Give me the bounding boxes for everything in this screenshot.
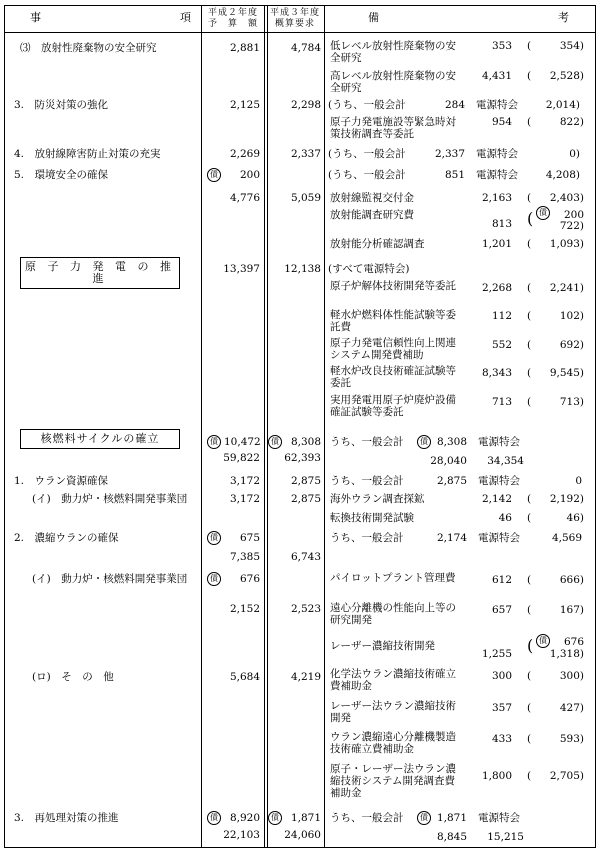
item-label: 2. 濃縮ウランの確保 [14, 532, 119, 544]
item-label: (イ) 動力炉・核燃料開発事業団 [32, 573, 188, 585]
budget-value: 10,472 [224, 436, 261, 448]
note-amount: 8,343 [481, 367, 512, 379]
note-special: 2,014) [545, 99, 580, 111]
request-value: 24,060 [284, 829, 321, 841]
column-border [4, 5, 5, 848]
note-prev-amount: 167) [559, 604, 584, 616]
request-value: 62,393 [284, 452, 321, 464]
note-prev-amount: 427) [559, 702, 584, 714]
budget-value: 676 [239, 573, 260, 585]
note-amount: 300 [491, 670, 512, 682]
note-text: 軽水炉改良技術確証試験等委託 [330, 365, 456, 389]
note-special: 4,569 [551, 532, 582, 544]
note-prefix: うち、一般会計 [330, 436, 404, 448]
budget-value: 675 [239, 532, 260, 544]
note-prev-amount: 593) [559, 733, 584, 745]
header-item-a: 事 [30, 11, 41, 24]
note-prev-amount: 2,403) [549, 192, 584, 204]
note-prev-amount: 2,241) [549, 282, 584, 294]
header-item-b: 項 [180, 11, 191, 24]
request-value: 2,298 [290, 99, 321, 111]
bond-mark-icon: 債 [207, 811, 223, 825]
paren-open: ( [527, 70, 532, 82]
note-bond-amount: 676 [563, 636, 584, 648]
section-heading-box: 原 子 力 発 電 の 推 進 [20, 257, 180, 289]
note-general: 28,040 [430, 455, 467, 467]
note-amount: 353 [491, 40, 512, 52]
note-prev-amount: 713) [559, 396, 584, 408]
section-heading-box: 核燃料サイクルの確立 [20, 429, 180, 449]
note-text: 軽水炉燃料体性能試験等委託費 [330, 309, 456, 333]
note-amount: 612 [491, 574, 512, 586]
note-prev-amount: 2,528) [549, 70, 584, 82]
note-amount: 2,163 [481, 192, 512, 204]
paren-open: ( [527, 116, 532, 128]
note-prefix: (うち、一般会計 [328, 169, 406, 181]
request-value: 2,523 [290, 603, 321, 615]
paren-open: ( [527, 493, 532, 505]
paren-open: ( [527, 733, 532, 745]
note-general: 8,845 [436, 831, 467, 843]
note-special: 0) [569, 148, 580, 160]
note-amount: 1,255 [481, 648, 512, 660]
note-amount: 112 [491, 310, 512, 322]
column-border [201, 5, 202, 848]
note-amount: 954 [491, 116, 512, 128]
header-budget-top: 平成２年度 [207, 8, 258, 18]
note-prefix: (うち、一般会計 [328, 99, 406, 111]
bond-mark-icon: 債 [207, 168, 223, 182]
note-text: 転換技術開発試験 [330, 512, 414, 524]
budget-value: 13,397 [223, 263, 260, 275]
bond-mark-icon: 債 [417, 435, 433, 449]
note-prev-amount: 1,093) [549, 238, 584, 250]
item-label: (ロ) そ の 他 [32, 671, 114, 683]
budget-value: 3,172 [229, 475, 260, 487]
budget-value: 2,881 [229, 42, 260, 54]
header-budget-bottom: 予 算 額 [207, 19, 258, 29]
note-prev-amount: 2,705) [549, 770, 584, 782]
request-value: 8,308 [290, 436, 321, 448]
note-text: 原子力発電施設等緊急時対策技術調査等委託 [330, 116, 456, 140]
note-general: 2,337 [434, 148, 465, 160]
note-text: 遠心分離機の性能向上等の研究開発 [330, 602, 456, 626]
paren-open: ( [527, 636, 534, 655]
budget-value: 7,385 [229, 551, 260, 563]
note-text: レーザー法ウラン濃縮技術開発 [330, 700, 456, 724]
note-special: 15,215 [487, 831, 524, 843]
paren-open: ( [527, 512, 532, 524]
note-label: 電源特会 [476, 148, 518, 160]
note-bond-amount: 200 [563, 209, 584, 221]
note-prev-amount: 2,192) [549, 493, 584, 505]
request-value: 1,871 [290, 812, 321, 824]
note-general: 284 [444, 99, 465, 111]
note-amount: 46 [498, 512, 512, 524]
request-value: 2,337 [290, 148, 321, 160]
paren-open: ( [527, 339, 532, 351]
note-special: 4,208) [545, 169, 580, 181]
note-prev-amount: 722) [559, 220, 584, 232]
paren-open: ( [527, 770, 532, 782]
item-label: 5. 環境安全の確保 [14, 169, 109, 181]
item-label: ⑶ 放射性廃棄物の安全研究 [20, 42, 157, 54]
note-special: 34,354 [487, 455, 524, 467]
item-label: 4. 放射線障害防止対策の充実 [14, 148, 161, 160]
paren-open: ( [527, 604, 532, 616]
note-prev-amount: 822) [559, 116, 584, 128]
note-text: 高レベル放射性廃棄物の安全研究 [330, 70, 456, 94]
paren-open: ( [527, 574, 532, 586]
item-label: 3. 再処理対策の推進 [14, 812, 119, 824]
note-text: 化学法ウラン濃縮技術確立費補助金 [330, 668, 456, 692]
note-prefix: うち、一般会計 [330, 475, 404, 487]
note-amount: 657 [491, 604, 512, 616]
item-label: (イ) 動力炉・核燃料開発事業団 [32, 493, 188, 505]
note-prefix: (うち、一般会計 [328, 148, 406, 160]
paren-open: ( [527, 367, 532, 379]
note-prev-amount: 692) [559, 339, 584, 351]
note-amount: 2,142 [481, 493, 512, 505]
note-prefix: うち、一般会計 [330, 532, 404, 544]
note-general: 2,875 [436, 475, 467, 487]
note-prev-amount: 102) [559, 310, 584, 322]
note-amount: 813 [491, 218, 512, 230]
note-general: 2,174 [436, 532, 467, 544]
budget-value: 2,125 [229, 99, 260, 111]
item-label: 1. ウラン資源確保 [14, 475, 109, 487]
note-general: 851 [444, 169, 465, 181]
budget-value: 59,822 [223, 452, 260, 464]
bond-mark-icon: 債 [268, 811, 284, 825]
bond-mark-icon: 債 [536, 206, 552, 220]
note-text: パイロットプラント管理費 [330, 572, 456, 584]
note-amount: 2,268 [481, 282, 512, 294]
bond-mark-icon: 債 [207, 531, 223, 545]
note-prev-amount: 666) [559, 574, 584, 586]
note-special: 0 [575, 475, 582, 487]
budget-value: 4,776 [229, 192, 260, 204]
budget-value: 200 [239, 169, 260, 181]
paren-open: ( [527, 670, 532, 682]
column-border [264, 5, 265, 848]
bond-mark-icon: 債 [268, 435, 284, 449]
note-amount: 1,201 [481, 238, 512, 250]
note-prev-amount: 1,318) [549, 648, 584, 660]
note-text: 実用発電用原子炉廃炉設備確証試験等委託 [330, 394, 456, 418]
header-note-b: 考 [558, 11, 569, 24]
note-text: 海外ウラン調査探鉱 [330, 493, 425, 505]
request-value: 4,219 [290, 671, 321, 683]
note-text: 原子力発電信頼性向上関連システム開発費補助 [330, 337, 456, 361]
note-prev-amount: 354) [559, 40, 584, 52]
note-general: 1,871 [436, 812, 467, 824]
paren-open: ( [527, 396, 532, 408]
paren-open: ( [527, 192, 532, 204]
note-prev-amount: 9,545) [549, 367, 584, 379]
note-text: 放射線監視交付金 [330, 192, 414, 204]
paren-open: ( [527, 209, 534, 228]
item-label: 3. 防災対策の強化 [14, 99, 109, 111]
paren-open: ( [527, 702, 532, 714]
note-amount: 1,800 [481, 770, 512, 782]
note-text: ウラン濃縮遠心分離機製造技術確立費補助金 [330, 731, 456, 755]
note-amount: 433 [491, 733, 512, 745]
paren-open: ( [527, 310, 532, 322]
bond-mark-icon: 債 [536, 634, 552, 648]
bond-mark-icon: 債 [207, 572, 223, 586]
budget-value: 2,269 [229, 148, 260, 160]
paren-open: ( [527, 238, 532, 250]
request-value: 2,875 [290, 475, 321, 487]
note-general: 8,308 [436, 436, 467, 448]
header-request-top: 平成３年度 [269, 8, 320, 18]
header-request-bottom: 概算要求 [274, 19, 315, 29]
header-divider [4, 32, 596, 33]
note-label: 電源特会 [478, 532, 520, 544]
column-border [324, 5, 325, 848]
note-label: 電源特会 [478, 436, 520, 448]
note-label: 電源特会 [476, 169, 518, 181]
note-text: レーザー濃縮技術開発 [330, 640, 435, 652]
budget-value: 2,152 [229, 603, 260, 615]
request-value: 5,059 [290, 192, 321, 204]
request-value: 4,784 [290, 42, 321, 54]
budget-value: 22,103 [223, 829, 260, 841]
table-bottom-border [4, 847, 596, 848]
note-prev-amount: 46) [566, 512, 584, 524]
request-value: 2,875 [290, 493, 321, 505]
note-amount: 552 [491, 339, 512, 351]
paren-open: ( [527, 282, 532, 294]
budget-value: 3,172 [229, 493, 260, 505]
bond-mark-icon: 債 [207, 435, 223, 449]
note-label: 電源特会 [478, 812, 520, 824]
budget-value: 5,684 [229, 671, 260, 683]
note-text: 放射能分析確認調査 [330, 238, 425, 250]
note-amount: 713 [491, 396, 512, 408]
column-border [267, 5, 268, 848]
note-text: 原子炉解体技術開発等委託 [330, 280, 456, 292]
note-text: 放射能調査研究費 [330, 209, 414, 221]
budget-value: 8,920 [229, 812, 260, 824]
note-text: 低レベル放射性廃棄物の安全研究 [330, 40, 456, 64]
note-label: 電源特会 [478, 475, 520, 487]
note-amount: 357 [491, 702, 512, 714]
note-text: 原子・レーザー法ウラン濃縮技術システム開発調査費補助金 [330, 763, 456, 799]
note-prev-amount: 300) [559, 670, 584, 682]
request-value: 6,743 [290, 551, 321, 563]
request-value: 12,138 [284, 263, 321, 275]
paren-open: ( [527, 40, 532, 52]
header-note-a: 備 [368, 11, 379, 24]
note-amount: 4,431 [481, 70, 512, 82]
note-label: 電源特会 [476, 99, 518, 111]
note-prefix: うち、一般会計 [330, 812, 404, 824]
column-border [595, 5, 596, 848]
note-text: (すべて電源特会) [328, 263, 410, 275]
bond-mark-icon: 債 [417, 811, 433, 825]
table-top-border [4, 5, 596, 6]
